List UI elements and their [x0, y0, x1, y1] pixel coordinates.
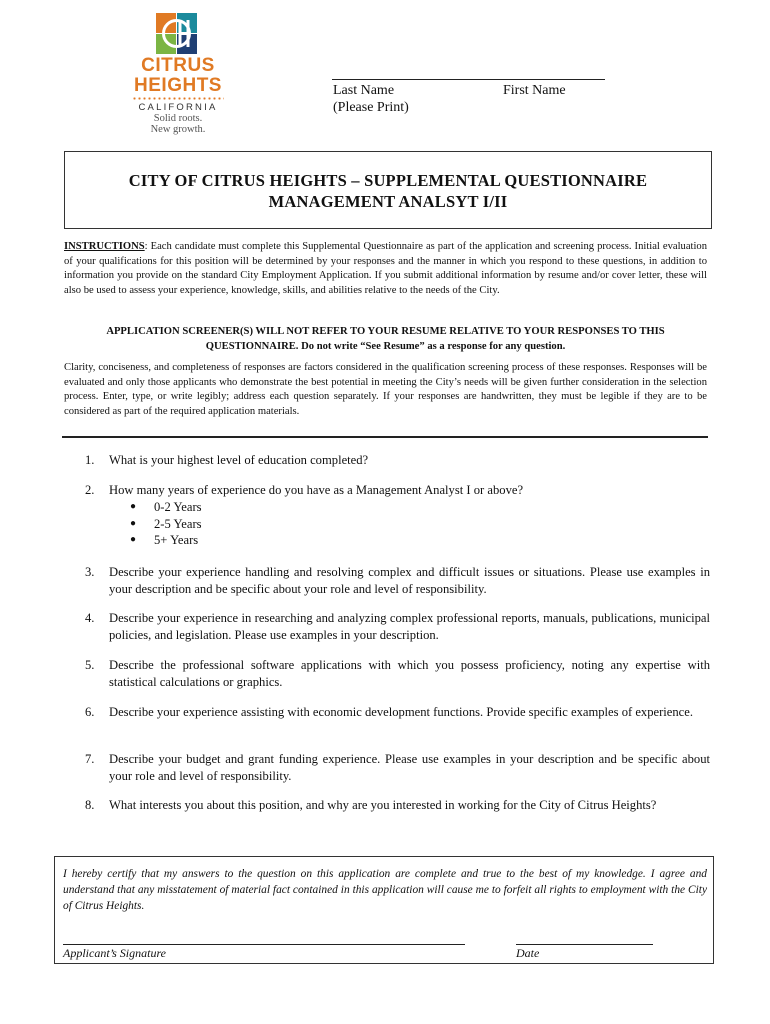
option-label: 2-5 Years — [154, 516, 202, 531]
certification-box — [54, 856, 714, 964]
question-2 — [85, 482, 710, 499]
question-3 — [85, 564, 710, 597]
bullet-icon: ● — [130, 534, 137, 545]
page-subtitle: MANAGEMENT ANALSYT I/II — [268, 192, 508, 211]
logo-tagline-1: Solid roots. — [153, 113, 203, 124]
instructions-paragraph — [64, 240, 707, 298]
question-number: 2. — [85, 483, 95, 497]
logo-california-text: CALIFORNIA — [138, 102, 218, 113]
question-text: Describe your experience handling and resolving complex and difficult issues or situations. Please use examples in your description and be specific about your role and level of responsibility. — [109, 565, 710, 596]
question-number: 7. — [85, 752, 95, 766]
instructions-label: INSTRUCTIONS — [64, 241, 145, 252]
logo-citrus-text: CITRUS — [141, 55, 215, 76]
logo-tagline-2: New growth. — [150, 124, 206, 135]
question-6 — [85, 704, 710, 721]
question-8 — [85, 797, 710, 814]
question-number: 8. — [85, 798, 95, 812]
signature-line[interactable] — [63, 944, 465, 945]
screener-notice-line-1: APPLICATION SCREENER(S) WILL NOT REFER TO YOUR RESUME RELATIVE TO YOUR RESPONSES TO THIS — [106, 326, 665, 337]
question-number: 3. — [85, 565, 95, 579]
instructions-text: : Each candidate must complete this Supplemental Questionnaire as part of the application and screening process. Initial evaluation of your qualifications for this position will be determined by your responses and the manner in which you respond to these questions, in addition to information you provide on the standard City Employment Application. If you submit additional information by resume and/or cover letter, these will also be used to assess your experience, knowledge, skills, and abilities relative to the needs of the City. — [64, 241, 707, 296]
question-7 — [85, 751, 710, 784]
question-text: Describe your experience assisting with economic development functions. Provide specific examples of experience. — [109, 705, 694, 719]
question-number: 4. — [85, 611, 95, 625]
date-line[interactable] — [516, 944, 653, 945]
citrus-heights-logo-mark-icon — [155, 12, 199, 56]
bullet-icon: ● — [130, 517, 137, 529]
page-title: CITY OF CITRUS HEIGHTS – SUPPLEMENTAL QUESTIONNAIRE — [128, 171, 648, 190]
experience-option-5-plus[interactable] — [130, 532, 198, 549]
screener-notice-line-2: QUESTIONNAIRE. Do not write “See Resume” as a response for any question. — [205, 340, 566, 352]
question-4 — [85, 610, 710, 643]
bullet-icon: ● — [130, 501, 137, 512]
experience-option-0-2[interactable] — [130, 499, 202, 516]
question-1 — [85, 452, 710, 469]
title-box — [64, 151, 712, 229]
city-logo — [128, 12, 228, 137]
section-divider — [62, 436, 708, 438]
please-print-note: (Please Print) — [333, 100, 409, 115]
question-text: Describe your experience in researching and analyzing complex professional reports, manuals, publications, municipal policies, and legislation. Please use examples in your description. — [109, 611, 710, 642]
option-label: 0-2 Years — [154, 500, 202, 514]
option-label: 5+ Years — [154, 533, 199, 547]
applicant-name-line[interactable] — [332, 79, 605, 80]
date-label: Date — [516, 946, 540, 960]
logo-dotted-rule — [132, 97, 224, 100]
clarity-paragraph: Clarity, conciseness, and completeness of responses are factors considered in the qualification screening process of these responses. Responses will be evaluated and only those applicants who demonstrate the best potential in meeting the City’s needs will be given further consideration in the selection process. Enter, type, or write legibly; address each question separately. If your responses are handwritten, they must be legible if they are to be considered as part of the required application materials. — [64, 362, 707, 417]
question-text: What interests you about this position, and why are you interested in working for the City of Citrus Heights? — [109, 798, 657, 812]
question-text: Describe the professional software applications with which you possess proficiency, noting any expertise with statistical calculations or graphics. — [109, 658, 710, 689]
question-text: What is your highest level of education completed? — [109, 453, 369, 467]
experience-option-2-5[interactable] — [130, 516, 202, 533]
logo-heights-text: HEIGHTS — [134, 75, 222, 96]
signature-label: Applicant’s Signature — [63, 946, 166, 960]
question-5 — [85, 657, 710, 690]
question-number: 6. — [85, 705, 95, 719]
question-text: How many years of experience do you have as a Management Analyst I or above? — [109, 483, 524, 497]
first-name-label: First Name — [503, 83, 566, 98]
screener-notice — [64, 325, 707, 354]
question-number: 5. — [85, 658, 95, 672]
certification-statement: I hereby certify that my answers to the question on this application are complete and true to the best of my knowledge. I agree and understand that any misstatement of material fact contained in this application will cause me to forfeit all rights to employment with the City of Citrus Heights. — [63, 868, 707, 912]
question-number: 1. — [85, 453, 95, 467]
question-text: Describe your budget and grant funding experience. Please use examples in your description and be specific about your role and level of responsibility. — [109, 752, 710, 783]
last-name-label: Last Name — [333, 83, 395, 98]
